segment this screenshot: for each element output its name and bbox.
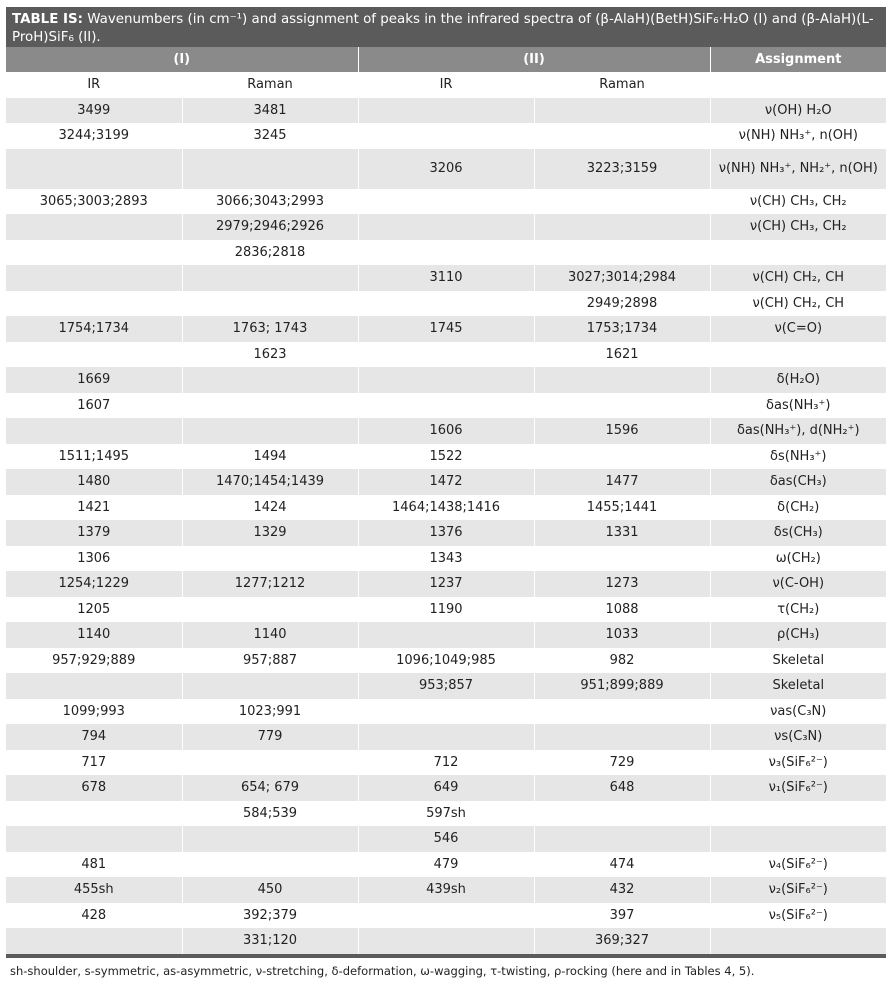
cell-ir-i xyxy=(6,214,182,240)
cell-raman-ii xyxy=(534,240,710,266)
cell-raman-i: 3481 xyxy=(182,98,358,124)
cell-ir-ii xyxy=(358,724,534,750)
cell-raman-i: 1424 xyxy=(182,495,358,521)
cell-ir-ii: 3110 xyxy=(358,265,534,291)
cell-assignment: ν₁(SiF₆²⁻) xyxy=(710,775,886,801)
cell-ir-ii xyxy=(358,291,534,317)
cell-assignment: ν(OH) H₂O xyxy=(710,98,886,124)
cell-assignment: ν(CH) CH₃, CH₂ xyxy=(710,189,886,215)
cell-assignment: ν₂(SiF₆²⁻) xyxy=(710,877,886,903)
cell-ir-i: 455sh xyxy=(6,877,182,903)
table-footnote: sh-shoulder, s-symmetric, as-asymmetric, ν-stretching, δ-deformation, ω-wagging, τ-twisting, ρ-rocking (here and in Tables 4, 5). xyxy=(10,963,755,978)
table-row xyxy=(6,648,886,674)
cell-raman-ii: 397 xyxy=(534,903,710,929)
cell-raman-i xyxy=(182,546,358,572)
group-header-ii: (II) xyxy=(358,47,710,72)
cell-assignment xyxy=(710,928,886,954)
subheader-assignment xyxy=(710,72,886,98)
cell-raman-i xyxy=(182,418,358,444)
subheader-ir-ii: IR xyxy=(358,72,534,98)
subheader-raman-i: Raman xyxy=(182,72,358,98)
cell-raman-ii: 648 xyxy=(534,775,710,801)
table-row xyxy=(6,316,886,342)
cell-raman-i xyxy=(182,750,358,776)
cell-raman-i: 654; 679 xyxy=(182,775,358,801)
cell-raman-ii xyxy=(534,393,710,419)
table-row xyxy=(6,342,886,368)
cell-assignment xyxy=(710,826,886,852)
cell-ir-i: 1754;1734 xyxy=(6,316,182,342)
cell-ir-i: 3065;3003;2893 xyxy=(6,189,182,215)
cell-ir-i xyxy=(6,149,182,189)
cell-raman-i xyxy=(182,367,358,393)
cell-ir-i xyxy=(6,928,182,954)
cell-raman-i: 1494 xyxy=(182,444,358,470)
cell-ir-ii xyxy=(358,393,534,419)
cell-raman-ii xyxy=(534,444,710,470)
table-row xyxy=(6,546,886,572)
table-row xyxy=(6,240,886,266)
cell-ir-ii: 1096;1049;985 xyxy=(358,648,534,674)
table-row xyxy=(6,393,886,419)
cell-ir-i xyxy=(6,673,182,699)
cell-raman-i: 1277;1212 xyxy=(182,571,358,597)
cell-ir-ii: 597sh xyxy=(358,801,534,827)
cell-assignment: ν(CH) CH₂, CH xyxy=(710,291,886,317)
cell-raman-i: 2836;2818 xyxy=(182,240,358,266)
cell-assignment: ν(CH) CH₃, CH₂ xyxy=(710,214,886,240)
table-row xyxy=(6,597,886,623)
table-row xyxy=(6,291,886,317)
cell-raman-i xyxy=(182,291,358,317)
cell-ir-ii: 3206 xyxy=(358,149,534,189)
cell-ir-i: 1421 xyxy=(6,495,182,521)
assignment-header: Assignment xyxy=(710,47,886,72)
cell-raman-i: 3066;3043;2993 xyxy=(182,189,358,215)
cell-assignment xyxy=(710,342,886,368)
cell-ir-ii xyxy=(358,214,534,240)
cell-raman-i: 3245 xyxy=(182,123,358,149)
cell-raman-ii: 1088 xyxy=(534,597,710,623)
table-row xyxy=(6,903,886,929)
cell-ir-ii xyxy=(358,622,534,648)
table-row xyxy=(6,214,886,240)
cell-ir-ii: 1464;1438;1416 xyxy=(358,495,534,521)
cell-ir-i: 1099;993 xyxy=(6,699,182,725)
cell-raman-ii: 982 xyxy=(534,648,710,674)
cell-raman-ii xyxy=(534,214,710,240)
cell-raman-i: 392;379 xyxy=(182,903,358,929)
cell-ir-ii xyxy=(358,367,534,393)
cell-raman-ii xyxy=(534,699,710,725)
cell-assignment: ν(C=O) xyxy=(710,316,886,342)
cell-ir-i: 1205 xyxy=(6,597,182,623)
cell-assignment: δs(NH₃⁺) xyxy=(710,444,886,470)
cell-assignment: Skeletal xyxy=(710,673,886,699)
cell-ir-ii: 1606 xyxy=(358,418,534,444)
cell-raman-ii: 1753;1734 xyxy=(534,316,710,342)
cell-assignment: νas(C₃N) xyxy=(710,699,886,725)
table-row xyxy=(6,98,886,124)
cell-ir-i: 1306 xyxy=(6,546,182,572)
cell-ir-ii: 953;857 xyxy=(358,673,534,699)
cell-raman-ii xyxy=(534,367,710,393)
cell-raman-ii xyxy=(534,724,710,750)
cell-ir-i xyxy=(6,801,182,827)
cell-assignment: Skeletal xyxy=(710,648,886,674)
cell-raman-ii: 474 xyxy=(534,852,710,878)
cell-raman-ii: 3027;3014;2984 xyxy=(534,265,710,291)
cell-raman-ii: 1273 xyxy=(534,571,710,597)
cell-raman-ii: 729 xyxy=(534,750,710,776)
cell-raman-i: 957;887 xyxy=(182,648,358,674)
cell-raman-ii xyxy=(534,826,710,852)
cell-raman-ii xyxy=(534,189,710,215)
cell-ir-i xyxy=(6,342,182,368)
cell-ir-ii xyxy=(358,123,534,149)
table-row xyxy=(6,775,886,801)
cell-raman-i xyxy=(182,393,358,419)
cell-raman-i: 1329 xyxy=(182,520,358,546)
cell-assignment: ν(NH) NH₃⁺, n(OH) xyxy=(710,123,886,149)
cell-assignment: ν₃(SiF₆²⁻) xyxy=(710,750,886,776)
table-row xyxy=(6,877,886,903)
cell-ir-i: 1140 xyxy=(6,622,182,648)
table-row xyxy=(6,750,886,776)
cell-ir-ii xyxy=(358,189,534,215)
cell-ir-ii: 1237 xyxy=(358,571,534,597)
cell-ir-ii: 1472 xyxy=(358,469,534,495)
cell-raman-i: 584;539 xyxy=(182,801,358,827)
cell-ir-i: 957;929;889 xyxy=(6,648,182,674)
cell-assignment: τ(CH₂) xyxy=(710,597,886,623)
cell-raman-ii: 1477 xyxy=(534,469,710,495)
table-figure xyxy=(6,7,886,978)
cell-ir-ii: 546 xyxy=(358,826,534,852)
cell-raman-i: 450 xyxy=(182,877,358,903)
cell-raman-i: 1140 xyxy=(182,622,358,648)
cell-ir-i: 481 xyxy=(6,852,182,878)
group-header-i: (I) xyxy=(6,47,358,72)
table-row xyxy=(6,622,886,648)
cell-ir-i xyxy=(6,826,182,852)
cell-ir-i: 1379 xyxy=(6,520,182,546)
table-row xyxy=(6,928,886,954)
table-row xyxy=(6,699,886,725)
table-row xyxy=(6,189,886,215)
cell-raman-i xyxy=(182,265,358,291)
cell-raman-i xyxy=(182,597,358,623)
cell-ir-ii: 479 xyxy=(358,852,534,878)
cell-ir-i: 428 xyxy=(6,903,182,929)
caption-text: Wavenumbers (in cm⁻¹) and assignment of peaks in the infrared spectra of (β-AlaH)(BetH)SiF₆·H₂O (I) and (β-AlaH)(L-ProH)SiF₆ (II). xyxy=(12,12,874,45)
cell-assignment: δas(NH₃⁺) xyxy=(710,393,886,419)
cell-raman-ii xyxy=(534,801,710,827)
cell-ir-i xyxy=(6,291,182,317)
cell-raman-ii xyxy=(534,546,710,572)
cell-ir-i: 1607 xyxy=(6,393,182,419)
cell-raman-ii: 1455;1441 xyxy=(534,495,710,521)
cell-raman-i: 1623 xyxy=(182,342,358,368)
cell-ir-i: 717 xyxy=(6,750,182,776)
subheader-ir-i: IR xyxy=(6,72,182,98)
table-row xyxy=(6,469,886,495)
table-body xyxy=(6,98,886,954)
cell-raman-i: 1470;1454;1439 xyxy=(182,469,358,495)
table-row xyxy=(6,149,886,189)
cell-raman-i: 1763; 1743 xyxy=(182,316,358,342)
cell-raman-ii: 3223;3159 xyxy=(534,149,710,189)
cell-raman-ii: 369;327 xyxy=(534,928,710,954)
cell-raman-ii: 2949;2898 xyxy=(534,291,710,317)
table-row xyxy=(6,495,886,521)
cell-assignment: δ(H₂O) xyxy=(710,367,886,393)
cell-ir-i: 678 xyxy=(6,775,182,801)
cell-assignment: δs(CH₃) xyxy=(710,520,886,546)
cell-ir-i: 794 xyxy=(6,724,182,750)
cell-raman-ii xyxy=(534,123,710,149)
cell-raman-ii: 432 xyxy=(534,877,710,903)
cell-assignment: ν(CH) CH₂, CH xyxy=(710,265,886,291)
cell-ir-ii: 1190 xyxy=(358,597,534,623)
cell-ir-ii xyxy=(358,928,534,954)
cell-ir-ii: 712 xyxy=(358,750,534,776)
cell-assignment: δas(CH₃) xyxy=(710,469,886,495)
cell-raman-ii: 1331 xyxy=(534,520,710,546)
cell-ir-i: 3244;3199 xyxy=(6,123,182,149)
cell-ir-ii: 1522 xyxy=(358,444,534,470)
cell-assignment: ν₅(SiF₆²⁻) xyxy=(710,903,886,929)
cell-ir-i xyxy=(6,418,182,444)
cell-raman-ii: 951;899;889 xyxy=(534,673,710,699)
cell-ir-i: 1669 xyxy=(6,367,182,393)
cell-raman-i: 1023;991 xyxy=(182,699,358,725)
cell-ir-ii: 1376 xyxy=(358,520,534,546)
cell-raman-ii: 1033 xyxy=(534,622,710,648)
cell-ir-ii xyxy=(358,342,534,368)
cell-raman-i xyxy=(182,673,358,699)
subheader-raman-ii: Raman xyxy=(534,72,710,98)
cell-ir-ii xyxy=(358,240,534,266)
cell-ir-ii: 1343 xyxy=(358,546,534,572)
cell-assignment: νs(C₃N) xyxy=(710,724,886,750)
cell-ir-i xyxy=(6,240,182,266)
cell-raman-i xyxy=(182,826,358,852)
table-row xyxy=(6,123,886,149)
table-row xyxy=(6,801,886,827)
table-row xyxy=(6,571,886,597)
cell-raman-i: 779 xyxy=(182,724,358,750)
table-row xyxy=(6,265,886,291)
cell-ir-i xyxy=(6,265,182,291)
cell-assignment: δas(NH₃⁺), d(NH₂⁺) xyxy=(710,418,886,444)
cell-ir-ii xyxy=(358,903,534,929)
table-caption xyxy=(6,7,886,47)
cell-ir-ii xyxy=(358,699,534,725)
cell-ir-i: 3499 xyxy=(6,98,182,124)
table-row xyxy=(6,367,886,393)
cell-assignment: ρ(CH₃) xyxy=(710,622,886,648)
cell-ir-ii: 649 xyxy=(358,775,534,801)
table-row xyxy=(6,418,886,444)
cell-raman-ii: 1596 xyxy=(534,418,710,444)
cell-raman-ii: 1621 xyxy=(534,342,710,368)
cell-assignment: ν₄(SiF₆²⁻) xyxy=(710,852,886,878)
table-row xyxy=(6,444,886,470)
cell-ir-ii: 1745 xyxy=(358,316,534,342)
table-row xyxy=(6,724,886,750)
table-row xyxy=(6,673,886,699)
caption-label: TABLE IS: xyxy=(12,12,83,27)
cell-assignment: ω(CH₂) xyxy=(710,546,886,572)
cell-assignment: ν(C-OH) xyxy=(710,571,886,597)
table-row xyxy=(6,852,886,878)
data-table xyxy=(6,47,886,954)
cell-ir-i: 1480 xyxy=(6,469,182,495)
cell-ir-ii xyxy=(358,98,534,124)
cell-raman-ii xyxy=(534,98,710,124)
table-row xyxy=(6,826,886,852)
cell-ir-ii: 439sh xyxy=(358,877,534,903)
cell-ir-i: 1511;1495 xyxy=(6,444,182,470)
table-row xyxy=(6,520,886,546)
cell-raman-i: 331;120 xyxy=(182,928,358,954)
cell-assignment xyxy=(710,240,886,266)
cell-ir-i: 1254;1229 xyxy=(6,571,182,597)
cell-assignment xyxy=(710,801,886,827)
cell-assignment: ν(NH) NH₃⁺, NH₂⁺, n(OH) xyxy=(710,149,886,189)
cell-raman-i xyxy=(182,149,358,189)
cell-raman-i xyxy=(182,852,358,878)
cell-raman-i: 2979;2946;2926 xyxy=(182,214,358,240)
cell-assignment: δ(CH₂) xyxy=(710,495,886,521)
